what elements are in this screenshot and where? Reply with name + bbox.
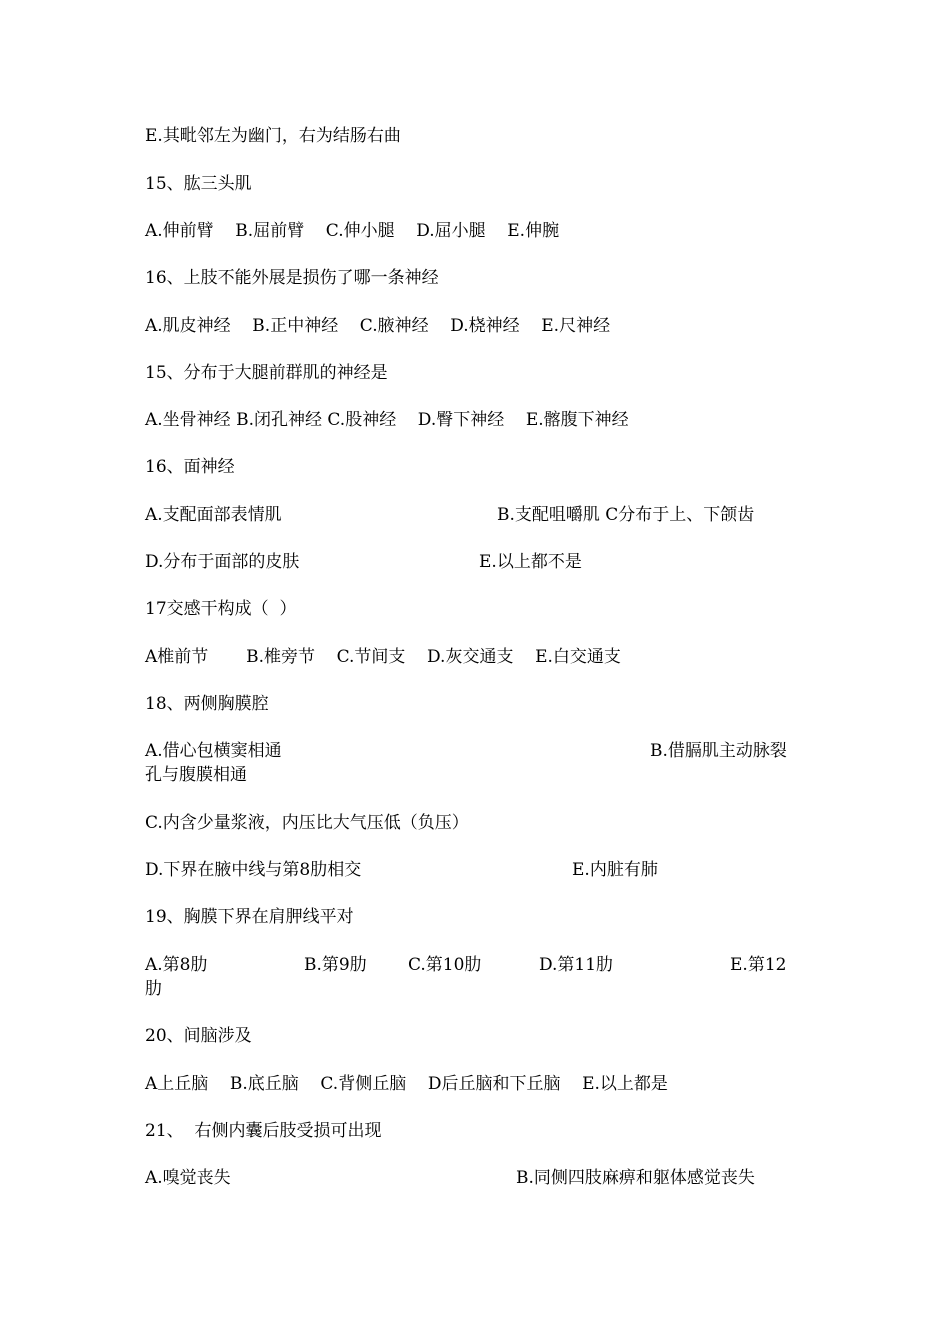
question-line: 16、面神经 xyxy=(145,457,235,477)
option-line: A.支配面部表情肌 xyxy=(145,505,282,525)
option-line: A椎前节 B.椎旁节 C.节间支 D.灰交通支 E.白交通支 xyxy=(145,647,621,667)
option-line: E.第12 xyxy=(730,955,787,975)
question-line: 21、 右侧内囊后肢受损可出现 xyxy=(145,1121,382,1141)
option-line: D.下界在腋中线与第8肋相交 xyxy=(145,860,362,880)
option-line: A.肌皮神经 B.正中神经 C.腋神经 D.桡神经 E.尺神经 xyxy=(145,316,611,336)
option-line: C.第10肋 xyxy=(408,955,482,975)
option-line: D.分布于面部的皮肤 xyxy=(145,552,300,572)
option-line: E.其毗邻左为幽门，右为结肠右曲 xyxy=(145,126,401,146)
question-line: 20、间脑涉及 xyxy=(145,1026,252,1046)
option-line: A.借心包横窦相通 xyxy=(145,741,282,761)
option-line: 肋 xyxy=(145,979,162,999)
option-line: A上丘脑 B.底丘脑 C.背侧丘脑 D后丘脑和下丘脑 E.以上都是 xyxy=(145,1074,668,1094)
option-line: C.内含少量浆液，内压比大气压低（负压） xyxy=(145,813,469,833)
option-line: A.嗅觉丧失 xyxy=(145,1168,231,1188)
question-line: 15、肱三头肌 xyxy=(145,174,252,194)
option-line: B.借膈肌主动脉裂 xyxy=(650,741,787,761)
question-line: 15、分布于大腿前群肌的神经是 xyxy=(145,363,388,383)
question-line: 18、两侧胸膜腔 xyxy=(145,694,269,714)
question-line: 17交感干构成（ ） xyxy=(145,599,297,619)
option-line: A.坐骨神经 B.闭孔神经 C.股神经 D.臀下神经 E.髂腹下神经 xyxy=(145,410,629,430)
option-line: B.第9肋 xyxy=(304,955,367,975)
option-line: B.支配咀嚼肌 C分布于上、下颌齿 xyxy=(497,505,755,525)
option-line: E.内脏有肺 xyxy=(572,860,658,880)
option-line: E.以上都不是 xyxy=(479,552,582,572)
option-line: 孔与腹膜相通 xyxy=(145,765,247,785)
option-line: A.第8肋 xyxy=(145,955,208,975)
question-line: 16、上肢不能外展是损伤了哪一条神经 xyxy=(145,268,439,288)
option-line: B.同侧四肢麻痹和躯体感觉丧失 xyxy=(516,1168,755,1188)
option-line: A.伸前臂 B.屈前臂 C.伸小腿 D.屈小腿 E.伸腕 xyxy=(145,221,560,241)
option-line: D.第11肋 xyxy=(539,955,614,975)
question-line: 19、胸膜下界在肩胛线平对 xyxy=(145,907,354,927)
